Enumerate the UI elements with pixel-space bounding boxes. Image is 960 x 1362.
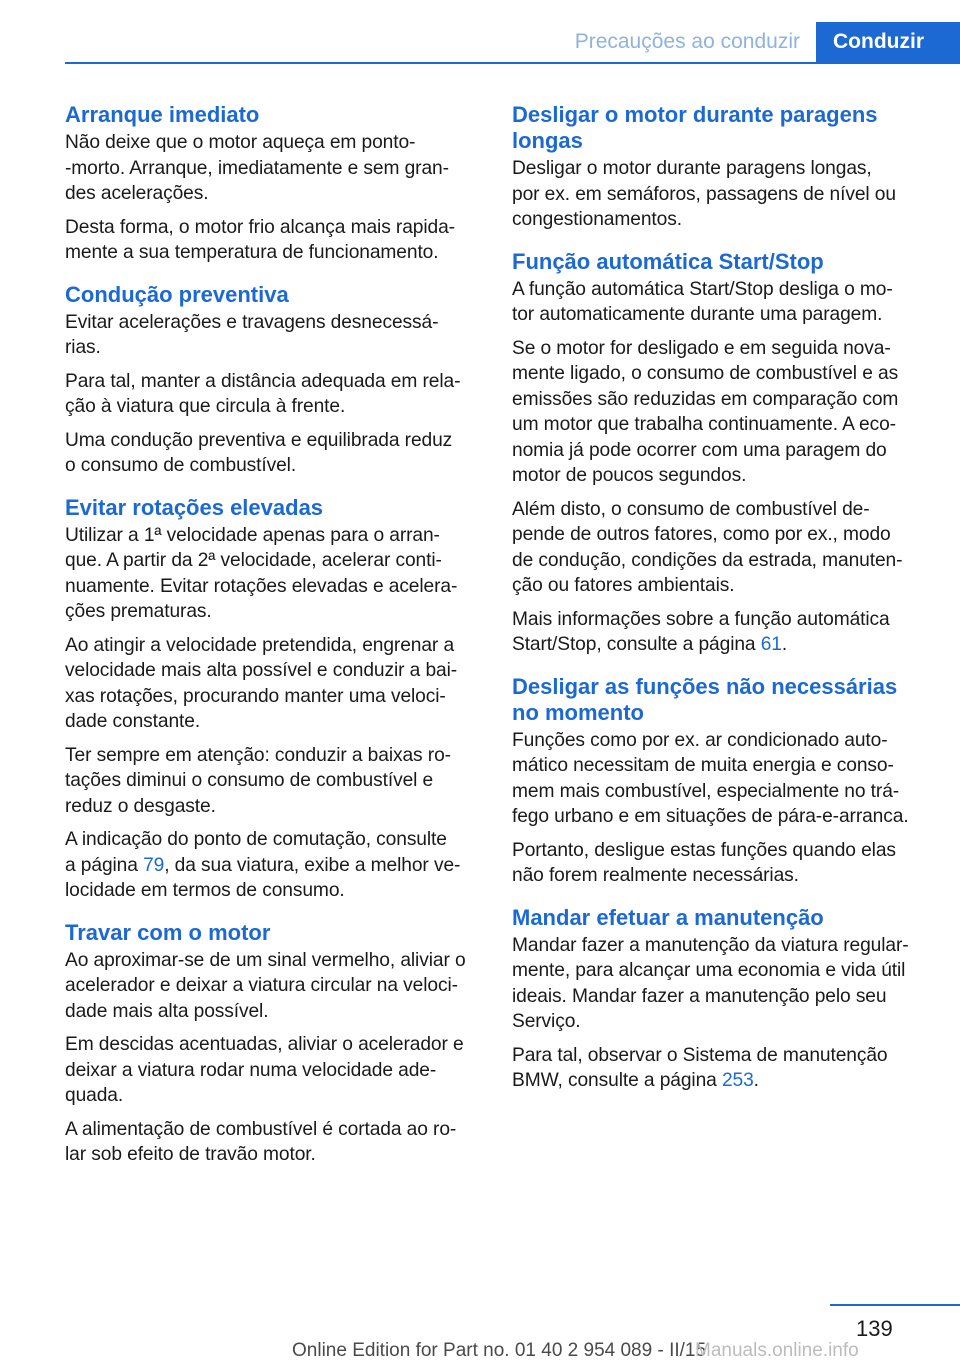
section-heading: Desligar as funções não necessárias no momento — [512, 673, 898, 725]
paragraph: Mais informações sobre a função automática Start/Stop, consulte a página 61. — [512, 608, 890, 655]
paragraph: Para tal, manter a distância adequada em rela- ção à viatura que circula à frente. — [65, 370, 461, 417]
paragraph: Em descidas acentuadas, aliviar o acelerador e deixar a viatura rodar numa velocidade ade- quada. — [65, 1034, 464, 1106]
section-heading: Arranque imediato — [65, 102, 260, 127]
page-header — [575, 22, 960, 62]
footer-edition: Online Edition for Part no. 01 40 2 954 089 - II/15 — [292, 1340, 707, 1361]
footer-watermark: Manuals.online.info — [695, 1340, 859, 1361]
section-heading: Mandar efetuar a manutenção — [512, 904, 824, 930]
paragraph: Para tal, observar o Sistema de manutenção BMW, consulte a página 253. — [512, 1044, 888, 1091]
paragraph: Não deixe que o motor aqueça em ponto- -morto. Arranque, imediatamente e sem gran- des acelerações. — [65, 132, 449, 204]
paragraph: Portanto, desligue estas funções quando elas não forem realmente necessárias. — [512, 839, 896, 886]
section-manutencao — [512, 905, 930, 1094]
paragraph: Ter sempre em atenção: conduzir a baixas ro- tações diminui o consumo de combustível e reduz o desgaste. — [65, 744, 451, 817]
section-heading: Função automática Start/Stop — [512, 248, 824, 274]
footer-rule — [830, 1304, 960, 1306]
paragraph: A função automática Start/Stop desliga o mo- tor automaticamente durante uma paragem. — [512, 278, 893, 325]
paragraph: Evitar acelerações e travagens desnecessá- rias. — [65, 311, 439, 358]
page-reference-link[interactable]: 253 — [721, 1070, 754, 1091]
section-arranque-imediato — [65, 102, 483, 266]
paragraph: Desta forma, o motor frio alcança mais rapida- mente a sua temperatura de funcionamento. — [65, 216, 455, 263]
paragraph: Funções como por ex. ar condicionado auto- mático necessitam de muita energia e conso- mem mais combustível, especialmente no trá- fego urbano e em situações de pára-e-arranca. — [512, 729, 909, 827]
paragraph: Ao aproximar-se de um sinal vermelho, aliviar o acelerador e deixar a viatura circular na veloci- dade mais alta possível. — [65, 949, 466, 1022]
section-start-stop — [512, 249, 930, 658]
paragraph: A indicação do ponto de comutação, consulte a página 79, da sua viatura, exibe a melhor ve- locidade em termos de consumo. — [65, 829, 461, 901]
header-chapter-tab: Conduzir — [816, 22, 960, 62]
section-travar-com-o-motor — [65, 920, 483, 1168]
section-evitar-rotacoes-elevadas — [65, 495, 483, 904]
paragraph: Ao atingir a velocidade pretendida, engrenar a velocidade mais alta possível e conduzir a bai- xas rotações, procurando manter uma veloci- dade constante. — [65, 634, 458, 732]
section-desligar-funcoes — [512, 674, 930, 889]
section-heading: Desligar o motor durante paragens longas — [512, 102, 878, 153]
section-heading: Condução preventiva — [65, 281, 289, 307]
paragraph: Desligar o motor durante paragens longas, por ex. em semáforos, passagens de nível ou congestionamentos. — [512, 158, 896, 230]
paragraph: Se o motor for desligado e em seguida nova- mente ligado, o consumo de combustível e as emissões são reduzidas em comparação com um motor que trabalha continuamente. A eco- nomia já pode ocorrer com uma paragem do motor de poucos segundos. — [512, 337, 899, 486]
section-desligar-motor-paragens — [512, 102, 930, 233]
right-column — [512, 102, 930, 1110]
page-number: 139 — [856, 1316, 893, 1341]
header-section-title: Precauções ao conduzir — [574, 30, 801, 53]
page-reference-link[interactable]: 79 — [143, 854, 165, 876]
left-column — [65, 102, 483, 1184]
paragraph: Mandar fazer a manutenção da viatura regular- mente, para alcançar uma economia e vida útil ideais. Mandar fazer a manutenção pelo seu Serviço. — [512, 934, 909, 1032]
section-heading: Evitar rotações elevadas — [65, 494, 324, 520]
header-rule — [65, 62, 960, 64]
section-conducao-preventiva — [65, 282, 483, 479]
paragraph: Uma condução preventiva e equilibrada reduz o consumo de combustível. — [65, 429, 453, 476]
page-reference-link[interactable]: 61 — [760, 634, 782, 655]
paragraph: A alimentação de combustível é cortada ao ro- lar sob efeito de travão motor. — [65, 1118, 457, 1165]
paragraph: Além disto, o consumo de combustível de- pende de outros fatores, como por ex., modo de condução, condições da estrada, manuten- ção ou fatores ambientais. — [512, 498, 903, 596]
paragraph: Utilizar a 1ª velocidade apenas para o arran- que. A partir da 2ª velocidade, acelerar conti- nuamente. Evitar rotações elevadas e acelera- ções prematuras. — [65, 524, 458, 622]
section-heading: Travar com o motor — [65, 919, 271, 945]
